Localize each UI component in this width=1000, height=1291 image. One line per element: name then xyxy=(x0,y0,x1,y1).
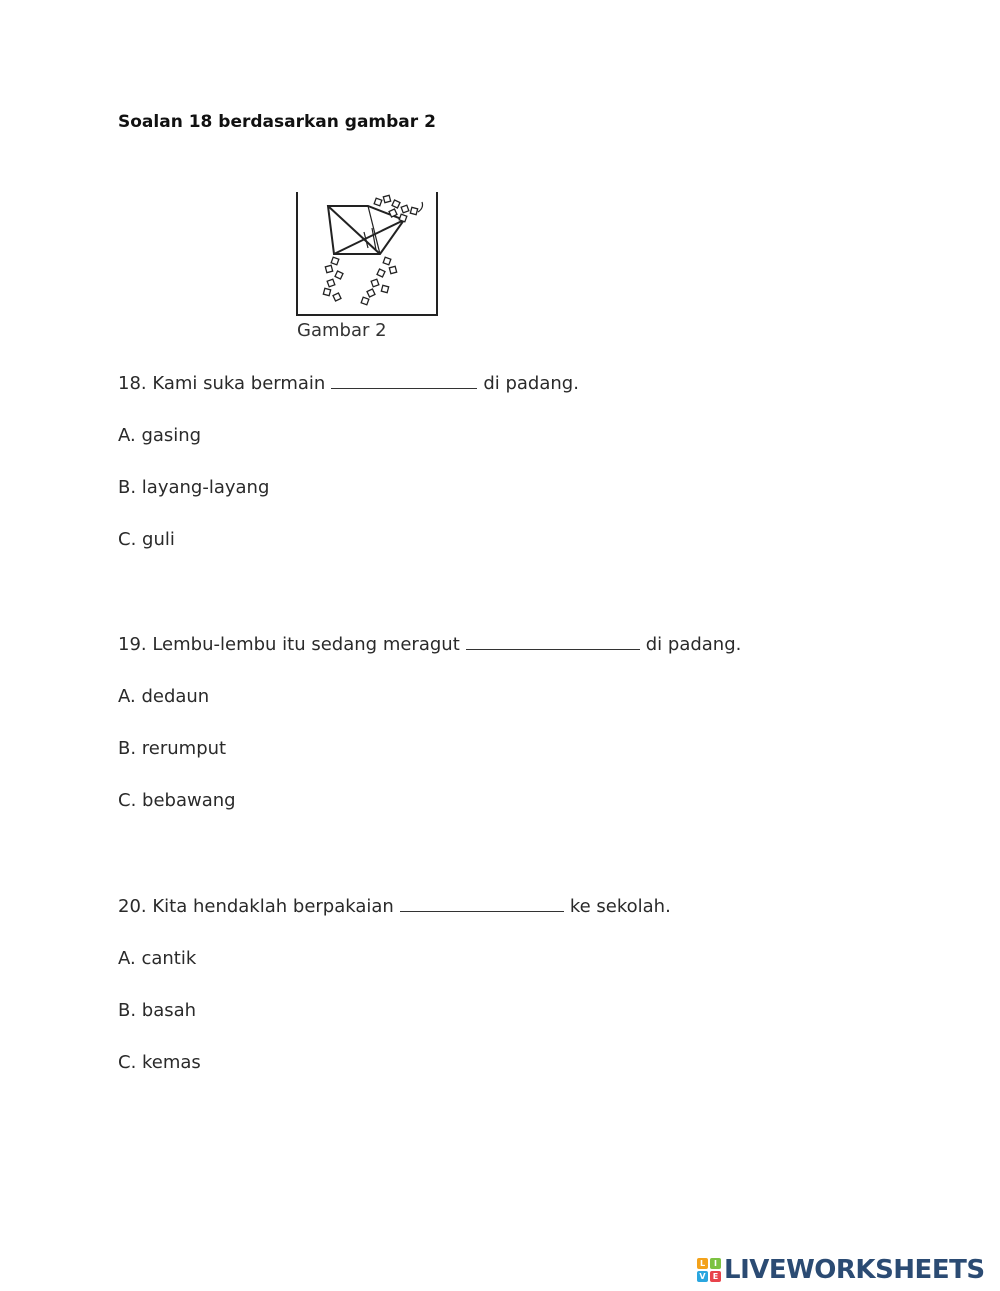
liveworksheets-logo[interactable] xyxy=(697,1255,985,1285)
logo-text: LIVEWORKSHEETS xyxy=(724,1255,985,1285)
question-19-answer-blank[interactable] xyxy=(466,633,640,650)
question-18-option-b: B. layang-layang xyxy=(118,477,270,498)
question-20-option-c: C. kemas xyxy=(118,1052,201,1073)
logo-cell: L xyxy=(697,1258,708,1269)
question-19 xyxy=(118,633,741,655)
figure-caption: Gambar 2 xyxy=(297,320,387,341)
logo-cell: V xyxy=(697,1271,708,1282)
question-18 xyxy=(118,372,579,394)
question-18-text-before: 18. Kami suka bermain xyxy=(118,373,326,394)
question-18-option-a: A. gasing xyxy=(118,425,202,446)
logo-cell: I xyxy=(710,1258,721,1269)
section-heading: Soalan 18 berdasarkan gambar 2 xyxy=(118,112,436,132)
question-20-text-before: 20. Kita hendaklah berpakaian xyxy=(118,896,394,917)
question-19-option-a: A. dedaun xyxy=(118,686,210,707)
question-20-option-b: B. basah xyxy=(118,1000,197,1021)
question-19-option-c: C. bebawang xyxy=(118,790,236,811)
question-18-answer-blank[interactable] xyxy=(331,372,477,389)
kite-icon xyxy=(298,192,438,314)
question-20 xyxy=(118,895,671,917)
logo-cell: E xyxy=(710,1271,721,1282)
question-20-answer-blank[interactable] xyxy=(400,895,564,912)
figure-frame xyxy=(296,192,438,316)
logo-mark-icon xyxy=(697,1258,721,1282)
question-20-option-a: A. cantik xyxy=(118,948,197,969)
question-18-text-after: di padang. xyxy=(483,373,579,394)
question-20-text-after: ke sekolah. xyxy=(569,896,671,917)
question-18-option-c: C. guli xyxy=(118,529,175,550)
question-19-text-after: di padang. xyxy=(645,634,742,655)
question-19-option-b: B. rerumput xyxy=(118,738,227,759)
question-19-text-before: 19. Lembu-lembu itu sedang meragut xyxy=(118,634,460,655)
